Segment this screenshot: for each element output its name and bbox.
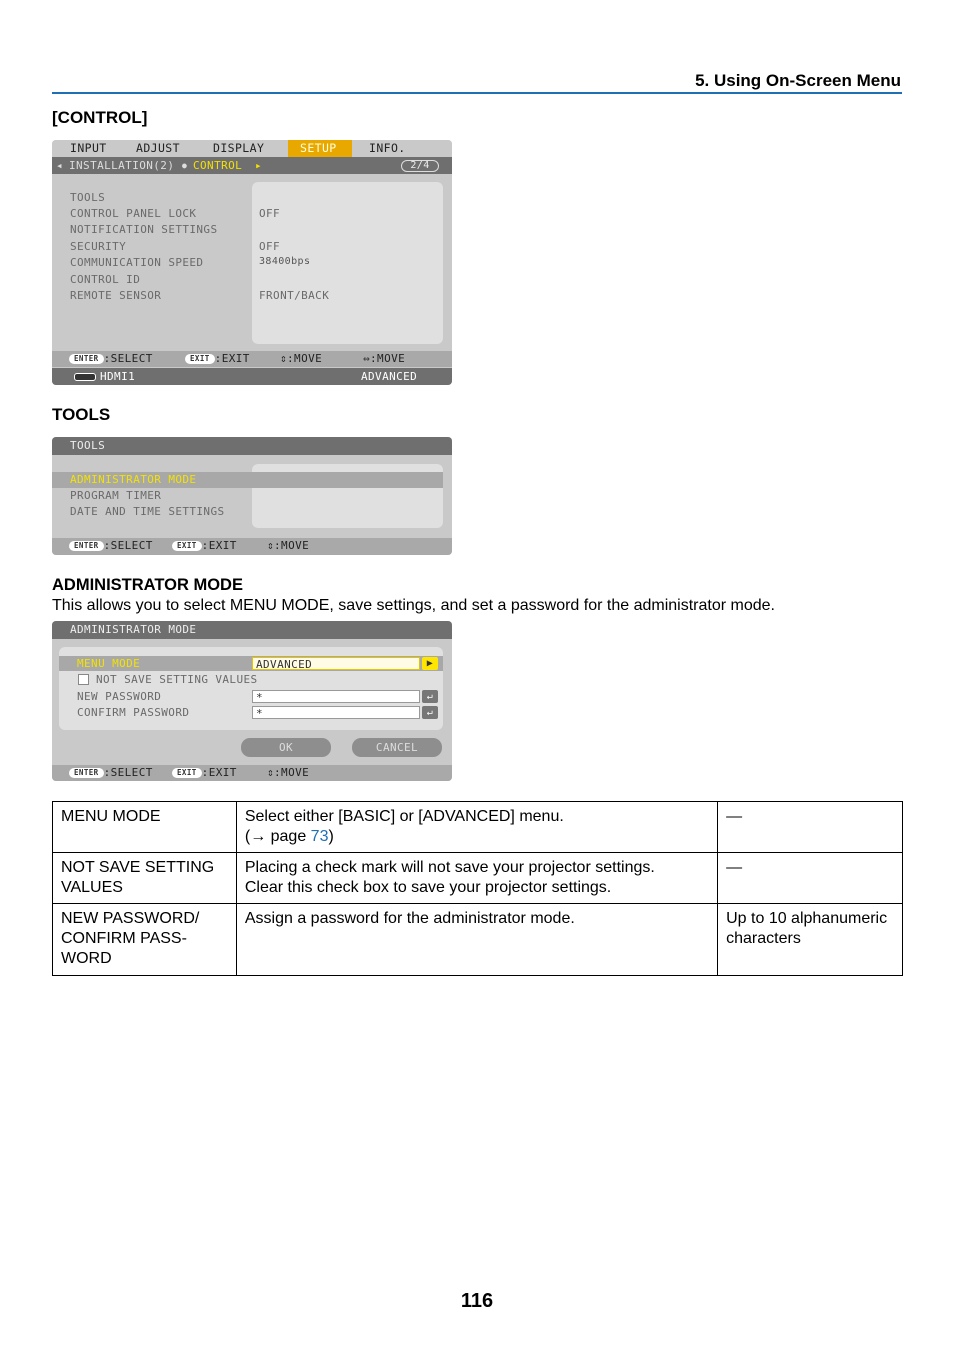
left-arrow-icon[interactable]: ◂ <box>56 159 64 172</box>
header-rule <box>52 92 902 94</box>
menu-mode-status: ADVANCED <box>361 370 418 383</box>
setting-description <box>236 802 717 853</box>
control-menu-screenshot <box>52 140 452 385</box>
breadcrumb-separator-icon: ● <box>182 161 188 170</box>
menu-item-administrator-mode[interactable]: ADMINISTRATOR MODE <box>70 473 197 486</box>
tools-menu-screenshot <box>52 437 452 555</box>
confirm-password-label: CONFIRM PASSWORD <box>77 706 190 719</box>
settings-table <box>52 801 903 976</box>
page-number: 116 <box>460 1290 494 1312</box>
setting-name: MENU MODE <box>53 802 237 853</box>
setting-note: — <box>718 802 903 853</box>
exit-hint: :EXIT <box>201 766 237 779</box>
admin-title: ADMINISTRATOR MODE <box>70 623 197 636</box>
setting-note: Up to 10 alphanumeric characters <box>718 904 903 976</box>
tools-heading: TOOLS <box>52 405 111 424</box>
exit-key-icon: EXIT <box>185 354 215 364</box>
hdmi-icon <box>74 373 96 381</box>
menu-item-program-timer[interactable]: PROGRAM TIMER <box>70 489 162 502</box>
select-hint: :SELECT <box>103 352 153 365</box>
setting-description <box>236 853 717 904</box>
menu-item-control-panel-lock[interactable]: CONTROL PANEL LOCK <box>70 207 197 220</box>
footer-hints <box>52 538 452 555</box>
admin-menu-screenshot <box>52 621 452 781</box>
new-password-field[interactable]: * <box>252 690 420 703</box>
tools-title-bar <box>52 437 452 455</box>
new-password-label: NEW PASSWORD <box>77 690 162 703</box>
breadcrumb-current: CONTROL <box>193 159 243 172</box>
menu-item-security[interactable]: SECURITY <box>70 240 127 253</box>
table-row <box>53 904 903 976</box>
breadcrumb-parent: INSTALLATION(2) <box>69 159 175 172</box>
confirm-password-field[interactable]: * <box>252 706 420 719</box>
input-source: HDMI1 <box>100 370 136 383</box>
enter-key-icon: ENTER <box>69 541 104 551</box>
setting-description: Assign a password for the administrator mode. <box>236 904 717 976</box>
footer-hints <box>52 765 452 781</box>
tab-input[interactable]: INPUT <box>70 141 107 155</box>
tab-display[interactable]: DISPLAY <box>213 141 265 155</box>
play-arrow-icon[interactable]: ▶ <box>422 657 438 670</box>
enter-key-icon: ENTER <box>69 768 104 778</box>
cancel-button[interactable]: CANCEL <box>352 738 442 757</box>
page-ref-prefix: (→ page <box>244 828 311 845</box>
right-arrow-icon[interactable]: ▸ <box>255 159 263 172</box>
control-heading: [CONTROL] <box>52 108 148 127</box>
exit-key-icon: EXIT <box>172 768 202 778</box>
tab-setup[interactable]: SETUP <box>288 140 352 157</box>
value-control-panel-lock: OFF <box>259 207 281 220</box>
enter-return-icon[interactable]: ↵ <box>422 690 438 703</box>
ok-button[interactable]: OK <box>241 738 331 757</box>
menu-item-notification-settings[interactable]: NOTIFICATION SETTINGS <box>70 223 218 236</box>
menu-item-tools[interactable]: TOOLS <box>70 191 106 204</box>
footer-hints <box>52 351 452 367</box>
value-remote-sensor: FRONT/BACK <box>259 289 330 302</box>
chapter-title: 5. Using On-Screen Menu <box>695 71 901 90</box>
setting-name: NOT SAVE SETTING VALUES <box>53 853 237 904</box>
exit-key-icon: EXIT <box>172 541 202 551</box>
tab-info[interactable]: INFO. <box>369 141 406 155</box>
setting-note: — <box>718 853 903 904</box>
exit-hint: :EXIT <box>201 539 237 552</box>
breadcrumb <box>52 157 452 174</box>
admin-title-bar <box>52 621 452 639</box>
description-line: Select either [BASIC] or [ADVANCED] menu. <box>244 808 564 825</box>
admin-description: This allows you to select MENU MODE, save settings, and set a password for the administrator mode. <box>52 597 775 614</box>
enter-return-icon[interactable]: ↵ <box>422 706 438 719</box>
page-ref-suffix: ) <box>328 828 334 845</box>
table-row <box>53 802 903 853</box>
menu-mode-label: MENU MODE <box>77 657 141 670</box>
move-vertical-hint: ⇕:MOVE <box>280 352 323 365</box>
value-security: OFF <box>259 240 281 253</box>
tab-bar <box>52 140 452 157</box>
select-hint: :SELECT <box>103 766 153 779</box>
menu-item-communication-speed[interactable]: COMMUNICATION SPEED <box>70 256 204 269</box>
menu-mode-select[interactable]: ADVANCED <box>252 657 420 670</box>
table-row <box>53 853 903 904</box>
move-vertical-hint: ⇕:MOVE <box>267 766 310 779</box>
page-ref-link[interactable]: 73 <box>310 828 329 845</box>
move-vertical-hint: ⇕:MOVE <box>267 539 310 552</box>
page-indicator: 2/4 <box>401 160 439 172</box>
select-hint: :SELECT <box>103 539 153 552</box>
tab-adjust[interactable]: ADJUST <box>136 141 180 155</box>
tools-title: TOOLS <box>70 439 106 452</box>
menu-item-date-time-settings[interactable]: DATE AND TIME SETTINGS <box>70 505 225 518</box>
setting-name: NEW PASSWORD/ CONFIRM PASS-WORD <box>53 904 237 976</box>
menu-item-control-id[interactable]: CONTROL ID <box>70 273 141 286</box>
not-save-label: NOT SAVE SETTING VALUES <box>96 673 258 686</box>
value-communication-speed: 38400bps <box>259 256 311 267</box>
status-bar <box>52 368 452 385</box>
admin-heading: ADMINISTRATOR MODE <box>52 576 243 594</box>
menu-item-remote-sensor[interactable]: REMOTE SENSOR <box>70 289 162 302</box>
enter-key-icon: ENTER <box>69 354 104 364</box>
exit-hint: :EXIT <box>214 352 250 365</box>
description-line: Placing a check mark will not save your projector settings. <box>244 859 655 876</box>
move-horizontal-hint: ⇔:MOVE <box>363 352 406 365</box>
not-save-checkbox[interactable] <box>78 674 89 685</box>
description-line: Clear this check box to save your projector settings. <box>244 879 612 896</box>
